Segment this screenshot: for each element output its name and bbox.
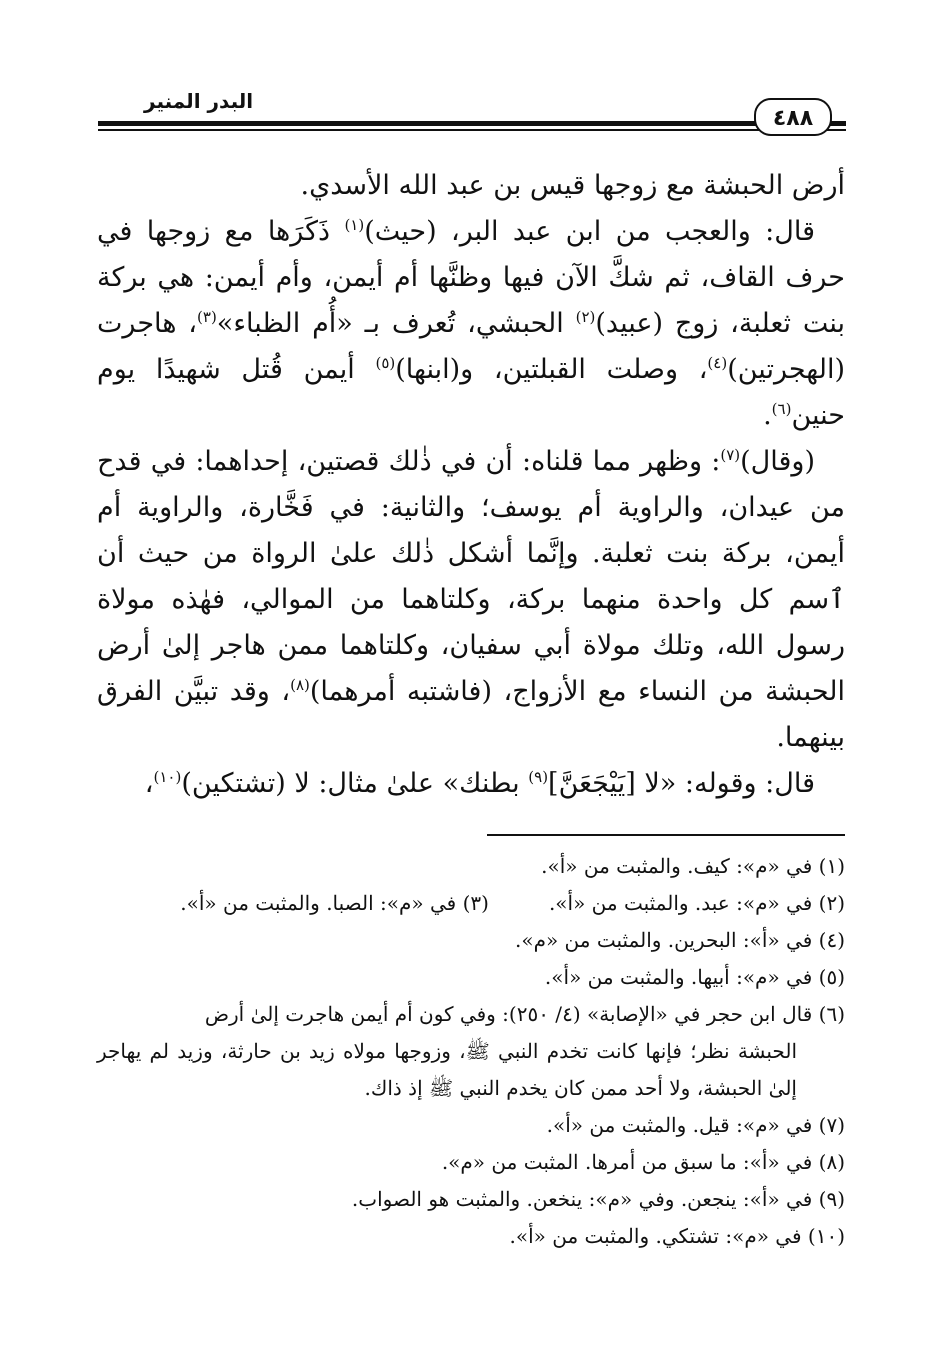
footnote: (٣) في «م»: الصبا. والمثبت من «أ». (180, 891, 489, 915)
text-run: قال: وقوله: «لا [يَيْجَعَنَّ] (548, 768, 815, 799)
text-run: الحبشي، تُعرف بـ «أُم الظباء» (216, 308, 576, 339)
footnote: (١٠) في «م»: تشتكي. والمثبت من «أ». (509, 1224, 845, 1248)
text-run: بطنك» علىٰ مثال: لا (تشتكين) (181, 768, 529, 799)
text-run: ، وصلت القبلتين، و(ابنها) (395, 354, 708, 385)
footnote: (٨) في «أ»: ما سبق من أمرها. المثبت من «م». (441, 1150, 845, 1174)
footnote-ref: (١) (344, 216, 365, 234)
paragraph (97, 209, 845, 439)
footnote-separator (487, 834, 845, 836)
text-run: ، هاجرت (الهجرتين) (97, 308, 845, 385)
text-run: (وقال) (740, 446, 815, 477)
footnote: (٦) قال ابن حجر في «الإصابة» (٤/ ٢٥٠): وفي كون أم أيمن هاجرت إلىٰ أرض (204, 1002, 845, 1026)
footnote: (٩) في «أ»: ينجعن. وفي «م»: ينخعن. والمثبت هو الصواب. (351, 1187, 845, 1211)
footnote: (٤) في «أ»: البحرين. والمثبت من «م». (514, 928, 845, 952)
footnotes (97, 848, 845, 1255)
text-run: أيمن قُتل شهيدًا يوم حنين (97, 354, 845, 431)
footnote-ref: (٩) (528, 768, 549, 786)
main-text (97, 163, 845, 807)
paragraph (97, 761, 845, 807)
footnote-ref: (٨) (290, 676, 310, 694)
footnote: (١) في «م»: كيف. والمثبت من «أ». (541, 854, 845, 878)
header-rule-thick (98, 121, 846, 126)
text-run: . (763, 400, 772, 431)
footnote-ref: (٢) (575, 308, 596, 326)
footnote-ref: (٣) (197, 308, 217, 326)
footnote-ref: (٧) (720, 446, 741, 464)
footnote-ref: (٤) (707, 354, 728, 372)
book-title: البدر المنير (138, 89, 259, 113)
text-run: ، (144, 768, 154, 799)
page-number: ٤٨٨ (754, 98, 832, 136)
footnote: (٢) في «م»: عبد. والمثبت من «أ». (548, 891, 845, 915)
text-run: ، وقد تبيَّن الفرق بينهما. (97, 676, 845, 753)
footnote-ref: (٦) (771, 400, 792, 418)
text-run: ذَكَرَها مع زوجها في حرف القاف، ثم شكَّ الآن فيها وظنَّها أم أيمن، وأم أيمن: هي بركة بنت ثعلبة، زوج (عبيد) (97, 216, 845, 339)
text-run: : وظهر مما قلناه: أن في ذٰلك قصتين، إحداهما: في قدح من عيدان، والراوية أم يوسف؛ والثانية: في فَخَّارة، والراوية أم أيمن، بركة بنت ثعلبة. وإنَّما أشكل ذٰلك علىٰ الرواة من حيث أن ٱسم كل واحدة منهما بركة، وكلتاهما من الموالي، فهٰذه مولاة رسول الله، وتلك مولاة أبي سفيان، وكلتاهما ممن هاجر إلىٰ أرض الحبشة من النساء مع الأزواج، (فاشتبه أمرهما) (97, 446, 845, 707)
footnote-ref: (٥) (375, 354, 396, 372)
footnote-ref: (١٠) (153, 768, 182, 786)
paragraph (97, 439, 845, 761)
page-header (98, 86, 846, 136)
paragraph (97, 163, 845, 209)
footnote-continuation: الحبشة نظر؛ فإنها كانت تخدم النبي ﷺ، وزوجها مولاه زيد بن حارثة، وزيد لم يهاجر إلىٰ الحبشة، ولا أحد ممن كان يخدم النبي ﷺ إذ ذاك. (97, 1039, 797, 1100)
text-run: أرض الحبشة مع زوجها قيس بن عبد الله الأسدي. (300, 170, 845, 201)
footnote-row (97, 885, 845, 922)
footnote: (٥) في «م»: أبيها. والمثبت من «أ». (544, 965, 845, 989)
text-run: قال: والعجب من ابن عبد البر، (حيث) (364, 216, 815, 247)
footnote: (٧) في «م»: قيل. والمثبت من «أ». (546, 1113, 845, 1137)
header-rule-thin (98, 129, 846, 131)
